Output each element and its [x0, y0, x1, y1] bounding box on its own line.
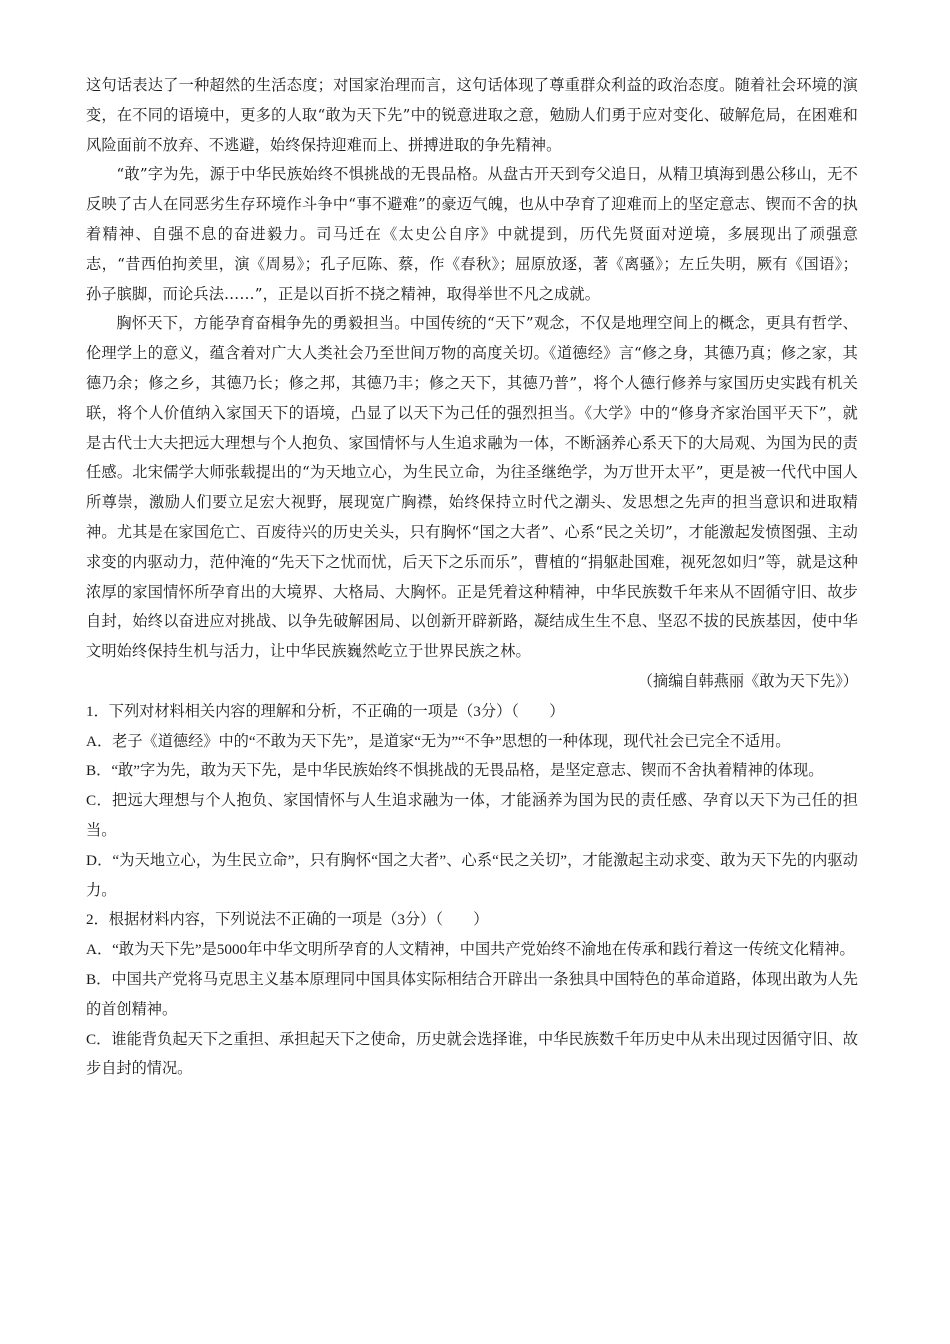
- article-paragraph-2: “敢”字为先，源于中华民族始终不惧挑战的无畏品格。从盘古开天到夸父追日，从精卫填海到愚公移山，无不反映了古人在同恶劣生存环境作斗争中“事不避难”的豪迈气魄，也从中孕育了迎难而上的坚定意志、锲而不舍的执着精神、自强不息的奋进毅力。司马迁在《太史公自序》中就提到，历代先贤面对逆境，多展现出了顽强意志，“昔西伯拘羑里，演《周易》；孔子厄陈、蔡，作《春秋》；屈原放逐，著《离骚》；左丘失明，厥有《国语》；孙子膑脚，而论兵法……”，正是以百折不挠之精神，取得举世不凡之成就。: [86, 165, 858, 303]
- question-1: [86, 697, 858, 906]
- question-stem: 1．下列对材料相关内容的理解和分析，不正确的一项是（3分）（ ）: [86, 702, 565, 720]
- option-b[interactable]: B．中国共产党将马克思主义基本原理同中国具体实际相结合开辟出一条独具中国特色的革命道路，体现出敢为人先的首创精神。: [86, 970, 858, 1018]
- document-page: [86, 71, 858, 1084]
- option-a[interactable]: A．老子《道德经》中的“不敢为天下先”，是道家“无为”“不争”思想的一种体现，现代社会已完全不适用。: [86, 732, 791, 750]
- option-d[interactable]: D．“为天地立心，为生民立命”，只有胸怀“国之大者”、心系“民之关切”，才能激起主动求变、敢为天下先的内驱动力。: [86, 851, 858, 899]
- article-attribution: （摘编自韩燕丽《敢为天下先》）: [637, 671, 858, 690]
- option-c[interactable]: C．谁能背负起天下之重担、承担起天下之使命，历史就会选择谁，中华民族数千年历史中从未出现过因循守旧、故步自封的情况。: [86, 1030, 858, 1078]
- question-2: [86, 905, 858, 1084]
- article-paragraph-3: 胸怀天下，方能孕育奋楫争先的勇毅担当。中国传统的“天下”观念，不仅是地理空间上的概念，更具有哲学、伦理学上的意义，蕴含着对广大人类社会乃至世间万物的高度关切。《道德经》言“修之身，其德乃真；修之家，其德乃余；修之乡，其德乃长；修之邦，其德乃丰；修之天下，其德乃普”，将个人德行修养与家国历史实践有机关联，将个人价值纳入家国天下的语境，凸显了以天下为己任的强烈担当。《大学》中的“修身齐家治国平天下”，就是古代士大夫把远大理想与个人抱负、家国情怀与人生追求融为一体，不断涵养心系天下的大局观、为国为民的责任感。北宋儒学大师张载提出的“为天地立心，为生民立命，为往圣继绝学，为万世开太平”，更是被一代代中国人所尊崇，激励人们要立足宏大视野，展现宽广胸襟，始终保持立时代之潮头、发思想之先声的担当意识和进取精神。尤其是在家国危亡、百废待兴的历史关头，只有胸怀“国之大者”、心系“民之关切”，才能激起发愤图强、主动求变的内驱动力，范仲淹的“先天下之忧而忧，后天下之乐而乐”，曹植的“捐躯赴国难，视死忽如归”等，就是这种浓厚的家国情怀所孕育出的大境界、大格局、大胸怀。正是凭着这种精神，中华民族数千年来从不固循守旧、故步自封，始终以奋进应对挑战、以争先破解困局、以创新开辟新路，凝结成生生不息、坚忍不拔的民族基因，使中华文明始终保持生机与活力，让中华民族巍然屹立于世界民族之林。: [86, 314, 858, 661]
- option-c[interactable]: C．把远大理想与个人抱负、家国情怀与人生追求融为一体，才能涵养为国为民的责任感、孕育以天下为己任的担当。: [86, 792, 858, 839]
- question-stem: 2．根据材料内容，下列说法不正确的一项是（3分）（ ）: [86, 911, 489, 929]
- option-a[interactable]: A．“敢为天下先”是5000年中华文明所孕育的人文精神，中国共产党始终不渝地在传承和践行着这一传统文化精神。: [86, 941, 855, 959]
- option-b[interactable]: B．“敢”字为先，敢为天下先，是中华民族始终不惧挑战的无畏品格，是坚定意志、锲而不舍执着精神的体现。: [86, 762, 824, 780]
- article-paragraph-1: 这句话表达了一种超然的生活态度；对国家治理而言，这句话体现了尊重群众利益的政治态度。随着社会环境的演变，在不同的语境中，更多的人取“敢为天下先”中的锐意进取之意，勉励人们勇于应对变化、破解危局，在困难和风险面前不放弃、不逃避，始终保持迎难而上、拼搏进取的争先精神。: [86, 76, 858, 154]
